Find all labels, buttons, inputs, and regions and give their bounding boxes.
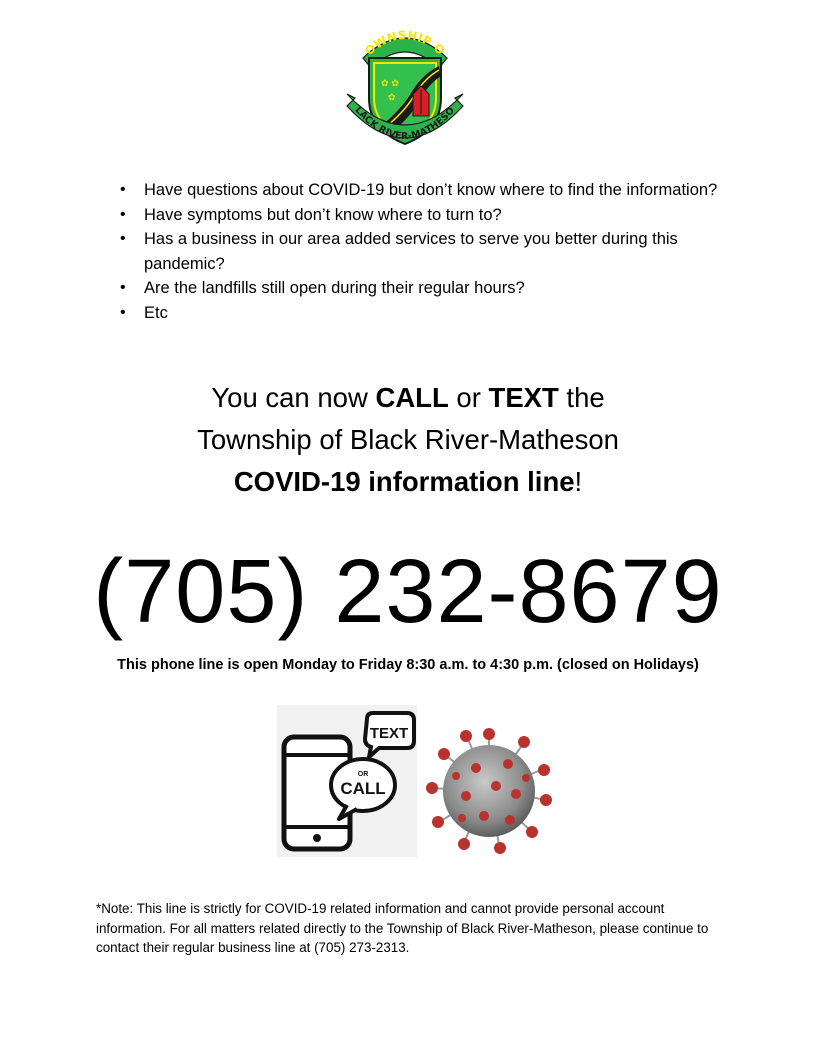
text-or-call-graphic bbox=[277, 705, 417, 857]
info-line-emphasis: COVID-19 information line bbox=[233, 466, 575, 497]
bubble-text-label: TEXT bbox=[369, 725, 409, 742]
svg-text:✿: ✿ bbox=[388, 93, 396, 103]
question-item: • Etc bbox=[120, 301, 720, 326]
svg-text:✿ ✿: ✿ ✿ bbox=[381, 79, 399, 89]
headline-line-3: COVID-19 information line! bbox=[233, 466, 583, 497]
bubble-call-label: CALL bbox=[340, 779, 386, 798]
township-logo bbox=[343, 28, 467, 154]
question-item: • Have questions about COVID-19 but don’t know where to find the information? bbox=[120, 178, 720, 203]
logo-bottom-text: LACK RIVER-MATHESO bbox=[352, 104, 457, 143]
phone-number[interactable]: (705) 232-8679 bbox=[93, 542, 723, 642]
headline-line-2: Township of Black River-Matheson bbox=[197, 424, 619, 455]
coronavirus-graphic bbox=[426, 728, 552, 854]
headline bbox=[0, 377, 816, 503]
phone-chat-icon bbox=[277, 705, 417, 857]
headline-line-1: You can now CALL or TEXT the bbox=[211, 382, 605, 413]
question-item: • Are the landfills still open during their regular hours? bbox=[120, 276, 720, 301]
question-item: • Have symptoms but don’t know where to turn to? bbox=[120, 203, 720, 228]
logo-top-text: OWNSHIP O bbox=[362, 28, 448, 58]
coronavirus-icon bbox=[426, 728, 552, 854]
call-emphasis: CALL bbox=[375, 382, 449, 413]
hours-text: This phone line is open Monday to Friday 8:30 a.m. to 4:30 p.m. (closed on Holidays) bbox=[117, 657, 699, 673]
township-crest-icon bbox=[343, 28, 467, 154]
question-item: • Has a business in our area added services to serve you better during this pandemic? bbox=[120, 227, 720, 276]
bubble-or-label: OR bbox=[357, 771, 369, 778]
footer-note: *Note: This line is strictly for COVID-19 related information and cannot provide personal account information. For all matters related directly to the Township of Black River-Matheson, please continue to contact their regular business line at (705) 273-2313. bbox=[96, 901, 709, 955]
question-list bbox=[120, 178, 720, 325]
text-emphasis: TEXT bbox=[488, 382, 559, 413]
